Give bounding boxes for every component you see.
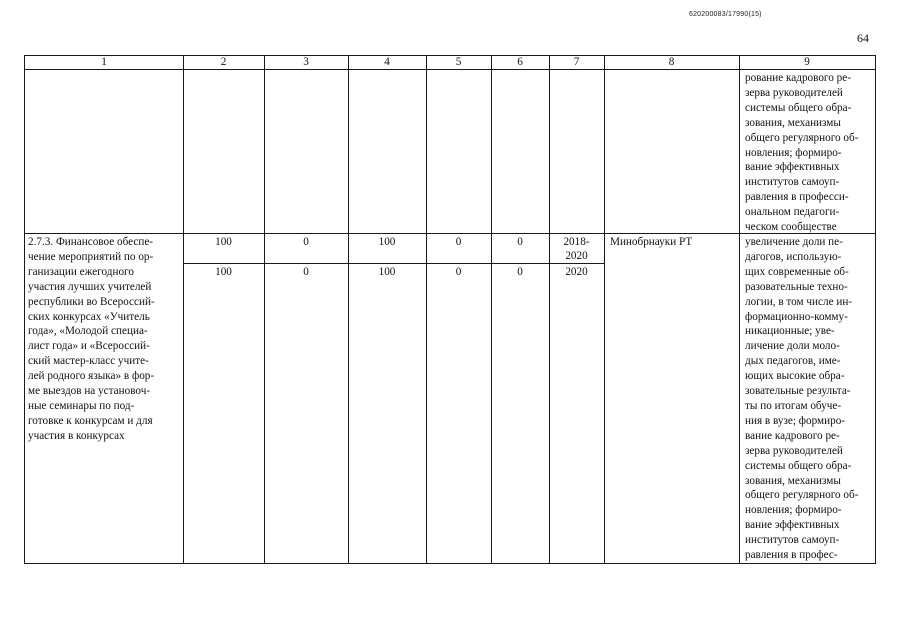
- text-line: личение доли моло-: [745, 340, 840, 353]
- text-line: общего регулярного об-: [745, 131, 859, 144]
- text-line: вание кадрового ре-: [745, 429, 840, 442]
- text-line: зования, механизмы: [745, 116, 841, 129]
- column-header-5: 5: [455, 56, 462, 68]
- text-line: ский мастер-класс учите-: [28, 355, 149, 368]
- text-line: щих современные об-: [745, 265, 849, 278]
- cell-c3-sub2: 0: [303, 266, 309, 278]
- text-line: ских конкурсах «Учитель: [28, 310, 150, 323]
- text-line: формационно-комму-: [745, 310, 848, 323]
- expected-outcome-text: [745, 235, 858, 563]
- text-line: вание эффективных: [745, 519, 840, 532]
- text-line: зовательные результа-: [745, 385, 851, 398]
- text-line: новления; формиро-: [745, 504, 842, 517]
- text-line: лист года» и «Всероссий-: [28, 340, 150, 353]
- text-line: никационные; уве-: [745, 325, 835, 338]
- text-line: рование кадрового ре-: [745, 72, 851, 84]
- cell-c3-sub1: 0: [303, 236, 309, 248]
- text-line: зования, механизмы: [745, 474, 841, 487]
- cell-c5-sub2: 0: [455, 266, 462, 278]
- text-line: дых педагогов, име-: [745, 355, 841, 368]
- text-line: ные семинары по под-: [28, 399, 135, 412]
- text-line: зерва руководителей: [745, 444, 843, 457]
- text-line: системы общего обра-: [745, 101, 852, 114]
- cell-c4-sub2: 100: [378, 266, 396, 278]
- text-line: равления в професси-: [745, 191, 849, 204]
- text-line: ганизации ежегодного: [28, 265, 134, 278]
- text-line: ческом сообществе: [745, 221, 837, 234]
- text-line: участия лучших учителей: [28, 280, 152, 293]
- cell-c7-sub1-line1: 2018-: [563, 236, 590, 248]
- text-line: ния в вузе; формиро-: [745, 414, 846, 427]
- text-line: года», «Молодой специа-: [28, 325, 148, 338]
- cell-c4-sub1: 100: [378, 236, 396, 248]
- cell-c7-sub1-line2: 2020: [565, 250, 588, 262]
- text-line: разовательные техно-: [745, 280, 848, 293]
- column-header-6: 6: [517, 56, 523, 68]
- text-line: чение мероприятий по ор-: [28, 250, 154, 263]
- text-line: ты по итогам обуче-: [745, 399, 842, 412]
- text-line: дагогов, использую-: [745, 250, 842, 263]
- cell-c7-sub2: 2020: [565, 266, 588, 278]
- column-header-8: 8: [668, 56, 675, 68]
- column-header-3: 3: [303, 56, 309, 68]
- text-line: участия в конкурсах: [28, 429, 125, 442]
- text-line: логии, в том числе ин-: [745, 295, 853, 308]
- column-header-7: 7: [573, 56, 580, 68]
- column-header-1: 1: [101, 56, 107, 68]
- column-header-9: 9: [804, 56, 810, 68]
- text-line: системы общего обра-: [745, 459, 852, 472]
- text-line: новления; формиро-: [745, 146, 842, 159]
- activity-description: [28, 235, 155, 444]
- text-line: институтов самоуп-: [745, 176, 840, 189]
- page-number: 64: [857, 31, 869, 45]
- responsible-organization: Минобрнауки РТ: [610, 236, 693, 248]
- text-line: ме выездов на установоч-: [28, 385, 151, 398]
- column-header-2: 2: [220, 56, 227, 68]
- text-line: институтов самоуп-: [745, 534, 840, 547]
- text-line: зерва руководителей: [745, 86, 843, 99]
- text-line: республики во Всероссий-: [28, 295, 155, 308]
- cell-c2-sub1: 100: [215, 236, 232, 248]
- text-line: готовке к конкурсам и для: [28, 414, 153, 427]
- cell-c6-sub2: 0: [517, 266, 523, 278]
- text-line: увеличение доли пе-: [745, 236, 843, 248]
- document-id: 620200083/17990(15): [689, 11, 762, 18]
- text-line: лей родного языка» в фор-: [28, 370, 155, 383]
- text-line: ющих высокие обра-: [745, 370, 845, 383]
- text-line: равления в профес-: [745, 549, 838, 562]
- text-line: ональном педагоги-: [745, 206, 840, 219]
- prev-row-outcome-text: [745, 71, 858, 235]
- cell-c5-sub1: 0: [455, 236, 462, 248]
- text-line: общего регулярного об-: [745, 489, 859, 502]
- column-header-4: 4: [384, 56, 390, 68]
- text-line: 2.7.3. Финансовое обеспе-: [28, 236, 154, 248]
- cell-c6-sub1: 0: [517, 236, 523, 248]
- text-line: вание эффективных: [745, 161, 840, 174]
- cell-c2-sub2: 100: [215, 266, 232, 278]
